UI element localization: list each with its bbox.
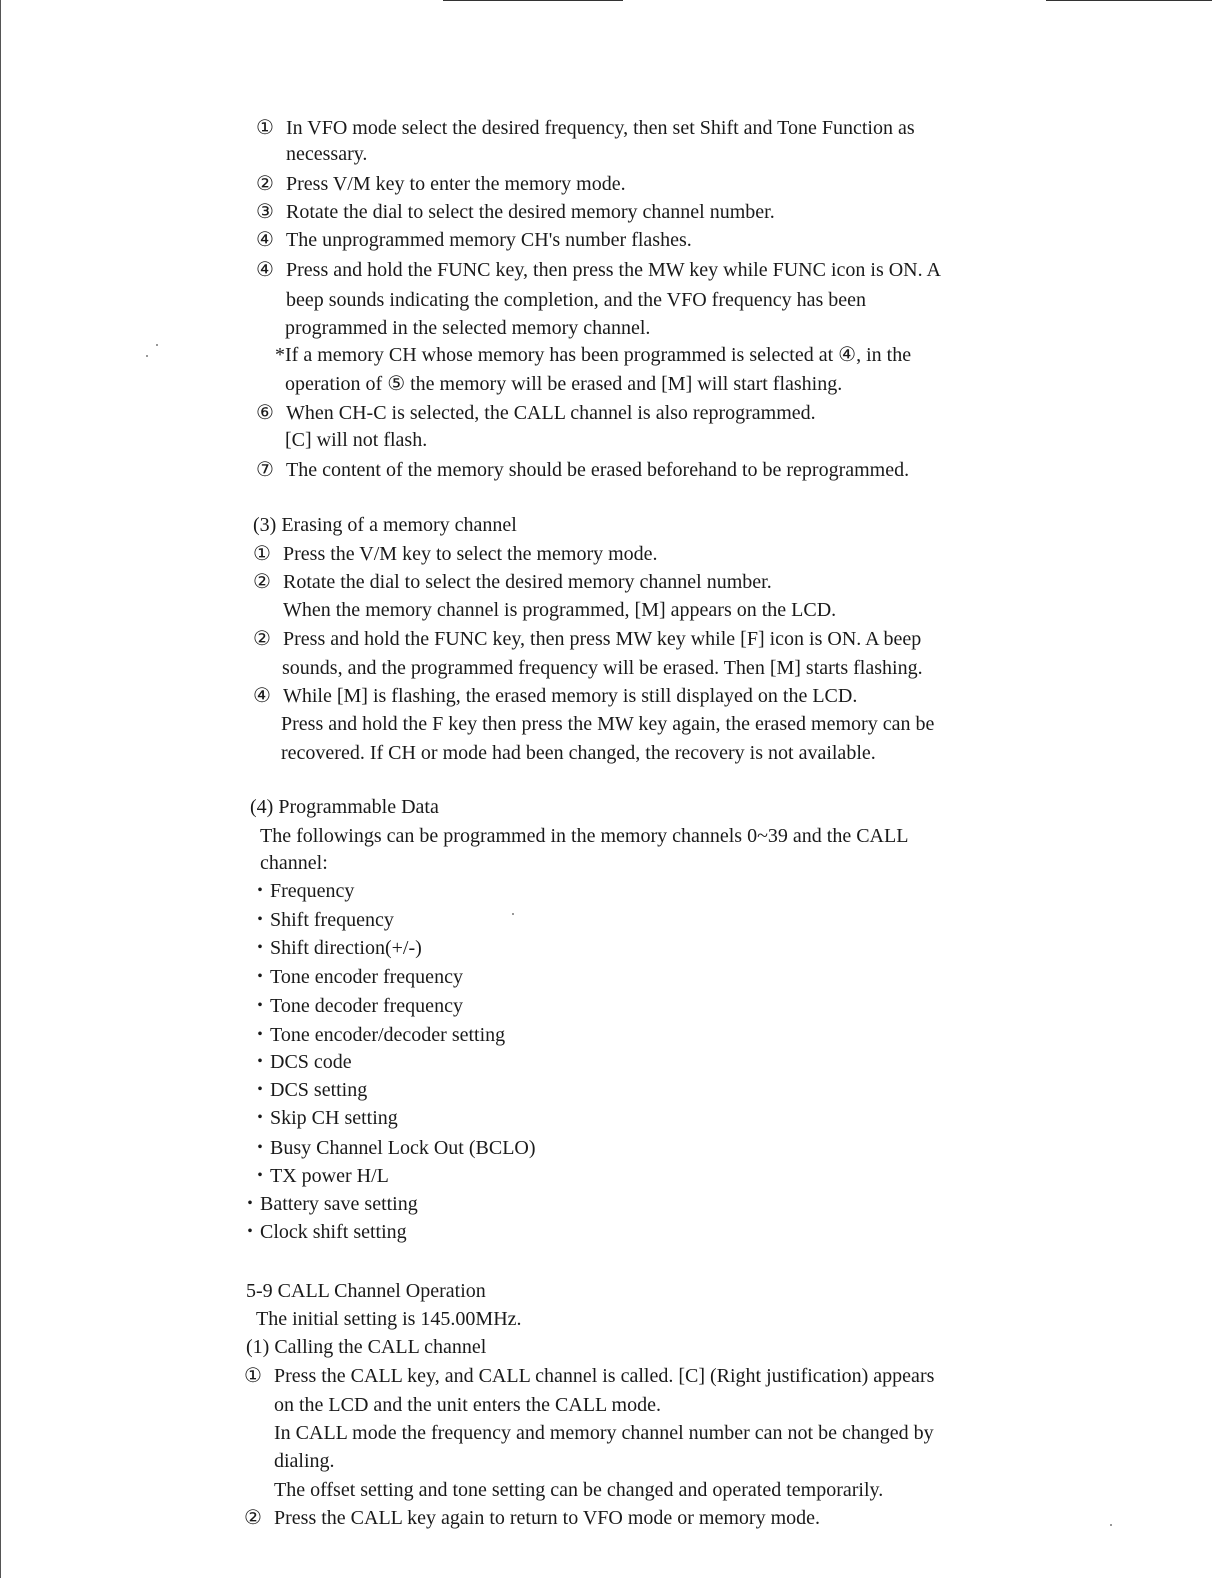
step-text: While [M] is flashing, the erased memory is still displayed on the LCD. (283, 685, 858, 707)
top-rule-center (443, 0, 623, 1)
step-text: dialing. (274, 1450, 335, 1472)
scan-speck (146, 355, 148, 357)
bullet: ・ (250, 880, 270, 902)
list-item (250, 1078, 367, 1102)
list-item-text: DCS setting (270, 1079, 368, 1101)
step-marker: ⑦ (256, 459, 274, 481)
step-text: [C] will not flash. (285, 429, 428, 451)
bullet: ・ (250, 1024, 270, 1046)
step-text: Press and hold the F key then press the MW key again, the erased memory can be (281, 713, 935, 735)
list-item-text: Frequency (270, 880, 355, 902)
note-line (285, 372, 842, 396)
step-text: Rotate the dial to select the desired memory channel number. (283, 571, 772, 593)
list-item (240, 1220, 407, 1244)
step-line (244, 1364, 934, 1388)
list-item (250, 1164, 389, 1188)
sub-heading: (1) Calling the CALL channel (246, 1336, 487, 1358)
step-marker: ② (253, 571, 271, 593)
step-marker: ③ (256, 201, 274, 223)
step-marker: ① (253, 543, 271, 565)
step-line (256, 200, 775, 224)
step-text: When CH-C is selected, the CALL channel is also reprogrammed. (286, 402, 816, 424)
paragraph-line: channel: (260, 852, 328, 874)
list-item (250, 1023, 505, 1047)
step-line (274, 1449, 335, 1473)
step-line (253, 570, 772, 594)
note-line (275, 343, 911, 367)
step-line (285, 428, 427, 452)
step-marker: ① (244, 1365, 262, 1387)
list-item (250, 1136, 536, 1160)
step-line (253, 542, 658, 566)
step-line (256, 116, 915, 140)
paragraph-line: The initial setting is 145.00MHz. (256, 1308, 522, 1330)
step-text: When the memory channel is programmed, [M] appears on the LCD. (283, 599, 837, 621)
list-item-text: Shift direction(+/-) (270, 937, 422, 959)
bullet: ・ (250, 1051, 270, 1073)
bullet: ・ (250, 1107, 270, 1129)
step-text: Press and hold the FUNC key, then press MW key while [F] icon is ON. A beep (283, 628, 922, 650)
step-text: The offset setting and tone setting can be changed and operated temporarily. (274, 1479, 884, 1501)
list-item-text: Busy Channel Lock Out (BCLO) (270, 1137, 536, 1159)
bullet: ・ (250, 1137, 270, 1159)
step-text: sounds, and the programmed frequency will be erased. Then [M] starts flashing. (282, 657, 923, 679)
step-marker: ① (256, 117, 274, 139)
list-item-text: Tone encoder/decoder setting (270, 1024, 506, 1046)
bullet: ・ (250, 1079, 270, 1101)
step-text: necessary. (286, 143, 368, 165)
step-line (281, 712, 934, 736)
step-marker: ④ (256, 229, 274, 251)
step-text: Rotate the dial to select the desired memory channel number. (286, 201, 775, 223)
step-text: Press the CALL key, and CALL channel is called. [C] (Right justification) appears (274, 1365, 935, 1387)
section-heading: 5-9 CALL Channel Operation (246, 1280, 486, 1302)
list-item (250, 879, 354, 903)
step-line (286, 142, 367, 166)
scan-speck (1110, 1524, 1112, 1526)
bullet: ・ (250, 937, 270, 959)
step-line (256, 228, 692, 252)
list-item-text: Tone encoder frequency (270, 966, 463, 988)
list-item (250, 936, 422, 960)
step-line (244, 1506, 820, 1530)
list-item-text: Tone decoder frequency (270, 995, 463, 1017)
step-marker: ② (253, 628, 271, 650)
bullet: ・ (240, 1221, 260, 1243)
step-marker: ② (244, 1507, 262, 1529)
list-item (240, 1192, 418, 1216)
step-text: Press the CALL key again to return to VFO mode or memory mode. (274, 1507, 821, 1529)
list-item-text: Battery save setting (260, 1193, 418, 1215)
step-text: Press the V/M key to select the memory mode. (283, 543, 658, 565)
step-marker: ② (256, 173, 274, 195)
step-text: Press V/M key to enter the memory mode. (286, 173, 626, 195)
note-text: *If a memory CH whose memory has been programmed is selected at ④, in the (275, 344, 912, 366)
list-item-text: TX power H/L (270, 1165, 389, 1187)
list-item (250, 908, 394, 932)
section-heading: (4) Programmable Data (250, 796, 439, 818)
step-text: beep sounds indicating the completion, and the VFO frequency has been (286, 289, 867, 311)
list-item-text: Shift frequency (270, 909, 394, 931)
step-line (282, 656, 923, 680)
step-line (256, 458, 909, 482)
step-line (256, 172, 626, 196)
list-item (250, 1050, 352, 1074)
step-text: programmed in the selected memory channel. (285, 317, 651, 339)
scan-speck (156, 344, 158, 346)
step-line (286, 288, 866, 312)
list-item-text: DCS code (270, 1051, 352, 1073)
bullet: ・ (250, 1165, 270, 1187)
step-text: In VFO mode select the desired frequency, then set Shift and Tone Function as (286, 117, 915, 139)
bullet: ・ (240, 1193, 260, 1215)
list-item-text: Skip CH setting (270, 1107, 398, 1129)
step-text: Press and hold the FUNC key, then press the MW key while FUNC icon is ON. A (286, 259, 941, 281)
section-heading: (3) Erasing of a memory channel (253, 514, 517, 536)
bullet: ・ (250, 995, 270, 1017)
list-item (250, 1106, 398, 1130)
step-line (253, 684, 857, 708)
note-text: operation of ⑤ the memory will be erased and [M] will start flashing. (285, 373, 843, 395)
step-marker: ④ (256, 259, 274, 281)
paragraph-line: The followings can be programmed in the memory channels 0~39 and the CALL (260, 825, 909, 847)
step-marker: ⑥ (256, 402, 274, 424)
scan-speck (512, 913, 514, 915)
step-line (256, 258, 941, 282)
step-marker: ④ (253, 685, 271, 707)
bullet: ・ (250, 909, 270, 931)
step-text: recovered. If CH or mode had been changed, the recovery is not available. (281, 742, 876, 764)
step-line (283, 598, 836, 622)
top-rule-right (1046, 0, 1212, 1)
scan-left-edge (0, 0, 1, 1578)
list-item-text: Clock shift setting (260, 1221, 407, 1243)
step-text: In CALL mode the frequency and memory channel number can not be changed by (274, 1422, 934, 1444)
step-line (274, 1421, 934, 1445)
step-line (285, 316, 650, 340)
bullet: ・ (250, 966, 270, 988)
step-line (274, 1478, 883, 1502)
step-line (253, 627, 921, 651)
step-line (274, 1393, 661, 1417)
step-line (256, 401, 816, 425)
list-item (250, 994, 463, 1018)
step-line (281, 741, 876, 765)
list-item (250, 965, 463, 989)
step-text: The unprogrammed memory CH's number flashes. (286, 229, 692, 251)
step-text: on the LCD and the unit enters the CALL mode. (274, 1394, 661, 1416)
step-text: The content of the memory should be erased beforehand to be reprogrammed. (286, 459, 910, 481)
